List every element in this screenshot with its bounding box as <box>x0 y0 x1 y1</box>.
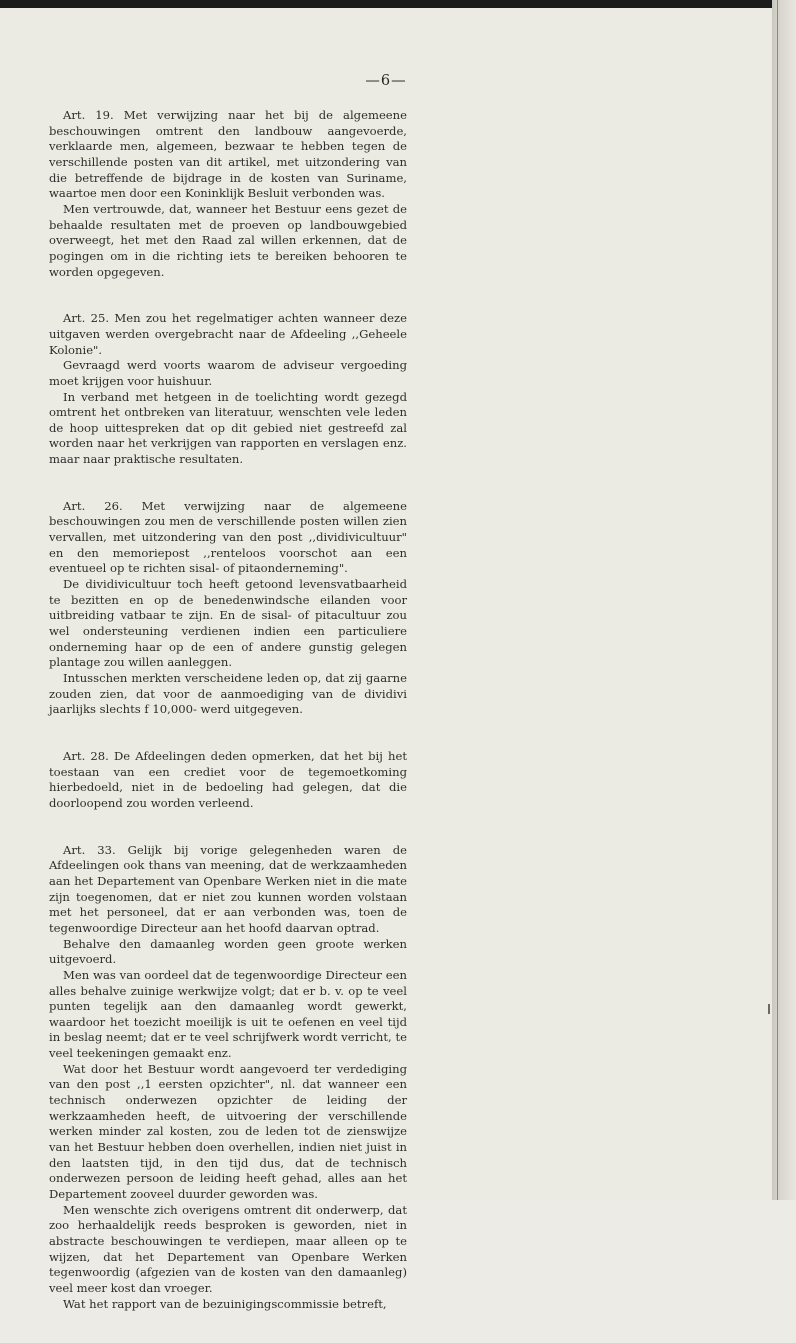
paragraph: Intusschen merkten verscheidene leden op, dat zij gaarne zouden zien, dat voor de aanmoediging van de dividivi jaarlijks slechts f 10,000- werd uitgegeven. <box>49 671 407 717</box>
page-number: —6— <box>365 73 407 89</box>
paragraph: Art. 25. Men zou het regelmatiger achten wanneer deze uitgaven werden overgebracht naar de Afdeeling ,,Geheele Kolonie". <box>49 311 407 357</box>
paragraph: In verband met hetgeen in de toelichting wordt gezegd omtrent het ontbreken van literatuur, wenschten vele leden de hoop uittespreken dat op dit gebied niet gestreefd zal worden naar het verkrijgen van rapporten en verslagen enz. maar naar praktische resultaten. <box>49 389 407 467</box>
paragraph: Men was van oordeel dat de tegenwoordige Directeur een alles behalve zuinige werkwijze volgt; dat er b. v. op te veel punten tegelijk aan den damaanleg wordt gewerkt, waardoor het toezicht moeilijk is uit te oefenen en veel tijd in beslag neemt; dat er te veel schrijfwerk wordt verricht, te veel teekeningen gemaakt enz. <box>49 967 407 1061</box>
paragraph: Gevraagd werd voorts waarom de adviseur vergoeding moet krijgen voor huishuur. <box>49 358 407 388</box>
paragraph: Men vertrouwde, dat, wanneer het Bestuur eens gezet de behaalde resultaten met de proeven op landbouwgebied overweegt, het met den Raad zal willen erkennen, dat de pogingen om in die richting iets te bereiken behooren te worden opgegeven. <box>49 201 407 279</box>
paragraph: Behalve den damaanleg worden geen groote werken uitgevoerd. <box>49 936 407 967</box>
article-section <box>49 108 407 280</box>
paragraph: Men wenschte zich overigens omtrent dit onderwerp, dat zoo herhaaldelijk reeds besproken is geworden, niet in abstracte beschouwingen te verdiepen, maar alleen op te wijzen, dat het Departement van Openbare Werken tegenwoordig (afgezien van de kosten van den damaanleg) veel meer kost dan vroeger. <box>49 1202 407 1295</box>
paragraph: Art. 26. Met verwijzing naar de algemeene beschouwingen zou men de verschillende posten willen zien vervallen, met uitzondering van den post ,,dividivicultuur" en den memoriepost ,,renteloos voorschot aan een eventueel op te richten sisal- of pitaonderneming". <box>49 498 407 576</box>
paragraph: Art. 19. Met verwijzing naar het bij de algemeene beschouwingen omtrent den landbouw aangevoerde, verklaarde men, algemeen, bezwaar te hebben tegen de verschillende posten van dit artikel, met uitzondering van die betreffende de bijdrage in de kosten van Suriname, waartoe men door een Koninklijk Besluit verbonden was. <box>49 108 407 201</box>
scan-right-margin <box>772 0 796 1200</box>
article-section <box>49 311 407 468</box>
article-section <box>49 499 407 718</box>
paragraph: Art. 28. De Afdeelingen deden opmerken, dat het bij het toestaan van een crediet voor de tegemoetkoming hierbedoeld, niet in de bedoeling had gelegen, dat die doorloopend zou worden verleend. <box>49 748 407 810</box>
paragraph: Wat door het Bestuur wordt aangevoerd ter verdediging van den post ,,1 eersten opzichter", nl. dat wanneer een technisch onderwezen opzichter de leiding der werkzaamheden heeft, de uitvoering der verschillende werken minder zal kosten, zou de leden tot de zienswijze van het Bestuur hebben doen overhellen, indien niet juist in den laatsten tijd, in den tijd dus, dat de technisch onderwezen persoon de leiding heeft gehad, alles aan het Departement zooveel duurder geworden was. <box>49 1061 407 1202</box>
scan-edge-mark <box>768 1004 770 1014</box>
paragraph: Art. 33. Gelijk bij vorige gelegenheden waren de Afdeelingen ook thans van meening, dat de werkzaamheden aan het Departement van Openbare Werken niet in die mate zijn toegenomen, dat er niet zou kunnen worden volstaan met het personeel, dat er aan verbonden was, toen de tegenwoordige Directeur aan het hoofd daarvan optrad. <box>49 842 407 935</box>
scan-top-border <box>0 0 796 8</box>
body-text <box>49 108 407 1343</box>
paragraph: De dividivicultuur toch heeft getoond levensvatbaarheid te bezitten en op de benedenwindsche eilanden voor uitbreiding vatbaar te zijn. En de sisal- of pitacultuur zou wel ondersteuning verdienen indien een particuliere onderneming haar op de een of andere gunstig gelegen plantage zou willen aanleggen. <box>49 577 407 670</box>
scan-edge-line <box>777 0 778 1200</box>
article-section <box>49 843 407 1313</box>
paragraph: Wat het rapport van de bezuinigingscommissie betreft, <box>63 1296 387 1311</box>
article-section <box>49 749 407 812</box>
